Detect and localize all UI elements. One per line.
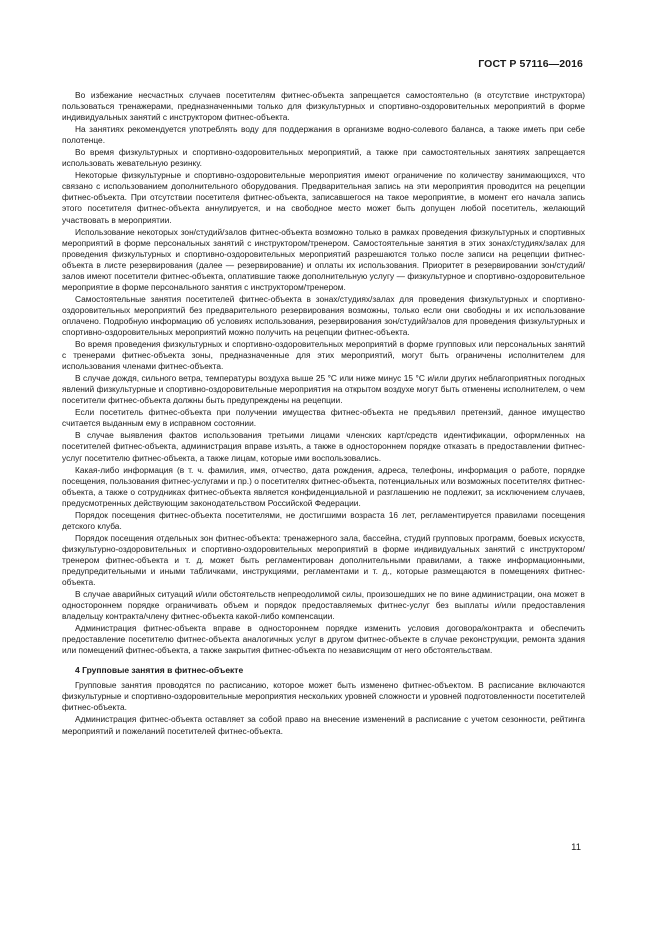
- paragraph: Порядок посещения отдельных зон фитнес-объекта: тренажерного зала, бассейна, студий групповых программ, боевых искусств, физкультурно-оздоровительных и спортивно-оздоровительных мероприятий в форме индивидуальных занятий с инструктором/тренером фитнес-объекта и т. д. может быть регламентирован дополнительными правилами, а также информационными, предупредительными и иными табличками, инструкциями, регламентами и т. д., которые размещаются в помещениях фитнес-объекта.: [62, 532, 585, 588]
- paragraph: Групповые занятия проводятся по расписанию, которое может быть изменено фитнес-объектом. В расписание включаются физкультурные и спортивно-оздоровительные мероприятия нескольких уровней сложности и уровней подготовленности посетителей фитнес-объекта.: [62, 680, 585, 713]
- paragraph: Во время проведения физкультурных и спортивно-оздоровительных мероприятий в форме групповых или персональных занятий с тренерами фитнес-объекта зоны, предназначенные для этих мероприятий, могут быть ограничены исполнителем для использования членами фитнес-объекта.: [62, 339, 585, 372]
- page-number: 11: [571, 842, 581, 853]
- paragraph: В случае выявления фактов использования третьими лицами членских карт/средств идентификации, оформленных на посетителей фитнес-объекта, администрация вправе изъять, а также в одностороннем порядке отказать в предоставлении фитнес-услуг посетителю фитнес-объекта, а также лицам, которые ими воспользовались.: [62, 430, 585, 463]
- paragraph: Использование некоторых зон/студий/залов фитнес-объекта возможно только в рамках проведения физкультурных и спортивных мероприятий в форме персональных занятий с инструктором/тренером. Самостоятельные занятия в этих зонах/студиях/залах для проведения физкультурных и спортивно-оздоровительных мероприятий разрешаются только после записи на рецепции фитнес-объекта в листе резервирования (далее — резервирование) и оплаты их использования. Приоритет в резервировании зон/студий/залов имеют посетители фитнес-объекта, оплатившие также дополнительную услугу — физкультурное и спортивно-оздоровительное мероприятие в форме персонального занятия с инструктором/тренером.: [62, 226, 585, 292]
- paragraph: Некоторые физкультурные и спортивно-оздоровительные мероприятия имеют ограничение по количеству занимающихся, что связано с использованием дополнительного оборудования. Предварительная запись на эти мероприятия проводится на рецепции фитнес-объекта. При отсутствии посетителя фитнес-объекта, записавшегося на такое мероприятие, в момент его начала запись этого посетителя фитнес-объекта аннулируется, и на свободное место может быть допущен любой посетитель, желающий участвовать в мероприятии.: [62, 170, 585, 225]
- paragraph: На занятиях рекомендуется употреблять воду для поддержания в организме водно-солевого баланса, а также иметь при себе полотенце.: [62, 124, 585, 146]
- section-heading: 4 Групповые занятия в фитнес-объекте: [75, 665, 244, 676]
- paragraph: Администрация фитнес-объекта вправе в одностороннем порядке изменить условия договора/контракта и обеспечить предоставление посетителю фитнес-объекта аналогичных услуг в другом фитнес-объекте в случае реконструкции, ремонта здания или помещений фитнес-объекта, а также закрытия фитнес-объекта по независящим от него обстоятельствам.: [62, 623, 585, 656]
- paragraph: Во избежание несчастных случаев посетителям фитнес-объекта запрещается самостоятельно (в отсутствие инструктора) пользоваться тренажерами, предназначенными только для физкультурных и спортивно-оздоровительных мероприятий в форме индивидуальных занятий с инструктором фитнес-объекта.: [62, 90, 585, 123]
- paragraph: В случае дождя, сильного ветра, температуры воздуха выше 25 °С или ниже минус 15 °С и/или других неблагоприятных погодных явлений физкультурные и спортивно-оздоровительные мероприятия на открытом воздухе могут быть отменены исполнителем, о чем посетители фитнес-объекта должны быть предупреждены на рецепции.: [62, 373, 585, 406]
- page-body: [62, 90, 585, 738]
- paragraph: В случае аварийных ситуаций и/или обстоятельств непреодолимой силы, произошедших не по вине администрации, она может в одностороннем порядке ограничивать объем и порядок предоставляемых фитнес-услуг без выплаты и/или предоставления владельцу контракта/члену фитнес-объекта какой-либо компенсации.: [62, 589, 585, 622]
- paragraph: Если посетитель фитнес-объекта при получении имущества фитнес-объекта не предъявил претензий, данное имущество считается выданным ему в исправном состоянии.: [62, 407, 585, 429]
- paragraph: Порядок посещения фитнес-объекта посетителями, не достигшими возраста 16 лет, регламентируется правилами посещения детского клуба.: [62, 509, 585, 531]
- paragraph: Администрация фитнес-объекта оставляет за собой право на внесение изменений в расписание с учетом сезонности, рейтинга мероприятий и пожеланий посетителей фитнес-объекта.: [62, 714, 585, 736]
- paragraph: Самостоятельные занятия посетителей фитнес-объекта в зонах/студиях/залах для проведения физкультурных и спортивно-оздоровительных мероприятий без предварительного резервирования возможны, только если они свободны и их использование оплачено. Подробную информацию об условиях использования, резервирования зон/студий/залов для проведения физкультурных и спортивно-оздоровительных мероприятий можно получить на рецепции фитнес-объекта.: [62, 293, 585, 337]
- paragraph: Какая-либо информация (в т. ч. фамилия, имя, отчество, дата рождения, адреса, телефоны, информация о работе, порядке посещения, пользования фитнес-услугами и пр.) о посетителях фитнес-объекта, потенциальных или возможных посетителях фитнес-объекта, а также о сотрудниках фитнес-объекта является конфиденциальной и разглашению не подлежит, за исключением случаев, предусмотренных действующим законодательством Российской Федерации.: [62, 464, 585, 508]
- paragraph: Во время физкультурных и спортивно-оздоровительных мероприятий, а также при самостоятельных занятиях запрещается использовать жевательную резинку.: [62, 147, 585, 169]
- document-code: ГОСТ Р 57116—2016: [478, 58, 583, 70]
